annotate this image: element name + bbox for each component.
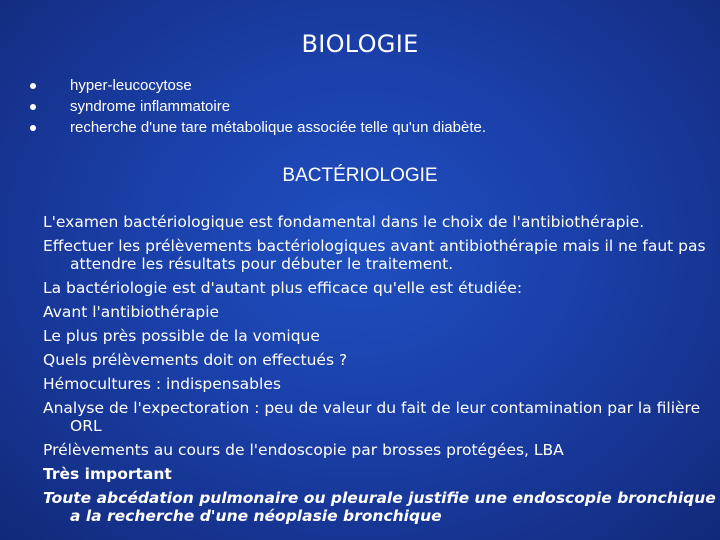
paragraph: Analyse de l'expectoration : peu de valeur du fait de leur contamination par la filière ORL [43, 399, 701, 435]
bullet-dot-icon [30, 83, 36, 89]
emphasis-heading: Très important [43, 465, 172, 483]
paragraph: La bactériologie est d'autant plus efficace qu'elle est étudiée: [43, 279, 523, 297]
slide-title: BIOLOGIE [301, 30, 419, 58]
paragraph: Le plus près possible de la vomique [43, 327, 320, 345]
bullet-text: syndrome inflammatoire [70, 98, 231, 115]
bullet-dot-icon [30, 125, 36, 131]
bullet-text: recherche d'une tare métabolique associée telle qu'un diabète. [70, 119, 487, 136]
body-text [43, 213, 718, 531]
bullet-item [30, 75, 486, 96]
paragraph: L'examen bactériologique est fondamental dans le choix de l'antibiothérapie. [43, 213, 645, 231]
paragraph: Quels prélèvements doit on effectués ? [43, 351, 348, 369]
bullet-dot-icon [30, 104, 36, 110]
paragraph: Prélèvements au cours de l'endoscopie par brosses protégées, LBA [43, 441, 564, 459]
paragraph: Effectuer les prélèvements bactériologiques avant antibiothérapie mais il ne faut pas attendre les résultats pour débuter le traitement. [43, 237, 706, 273]
bullet-item [30, 96, 486, 117]
paragraph: Hémocultures : indispensables [43, 375, 281, 393]
section-title: BACTÉRIOLOGIE [282, 165, 438, 186]
bullet-text: hyper-leucocytose [70, 77, 192, 94]
emphasis-paragraph: Toute abcédation pulmonaire ou pleurale justifie une endoscopie bronchique a la recherche d'une néoplasie bronchique [43, 489, 716, 525]
bullet-item [30, 117, 486, 138]
paragraph: Avant l'antibiothérapie [43, 303, 220, 321]
bullet-list [30, 75, 486, 138]
